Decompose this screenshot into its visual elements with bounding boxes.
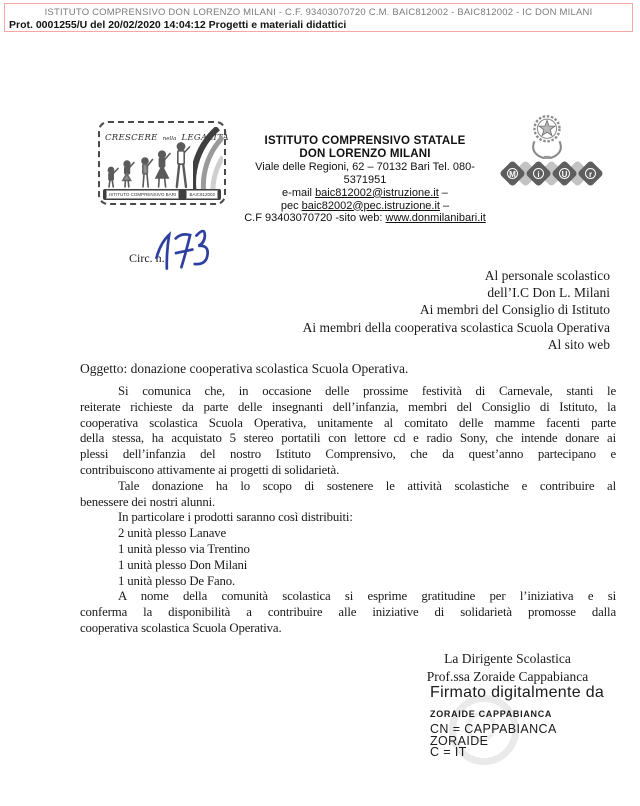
protocol-stamp bbox=[4, 3, 633, 32]
recipient-line: dell’I.C Don L. Milani bbox=[487, 285, 610, 301]
digital-signature-name: ZORAIDE CAPPABIANCA bbox=[430, 709, 553, 719]
logo-code-band bbox=[103, 189, 221, 200]
body-line: reiterate richieste da parte delle insegnanti dell’infanzia, membri del Consiglio di Istituto, la bbox=[80, 399, 616, 414]
circular-number-label: Circ. n. bbox=[129, 251, 165, 265]
school-pec-line: pec baic82002@pec.istruzione.it – bbox=[280, 199, 450, 212]
distribution-list-item: 2 unità plesso Lanave bbox=[118, 526, 227, 541]
school-name-line1: ISTITUTO COMPRENSIVO STATALE bbox=[264, 135, 466, 147]
distribution-list-item: 1 unità plesso Don Milani bbox=[118, 557, 248, 572]
logo-school-code: BAIC812002 bbox=[186, 190, 218, 199]
body-line: In particolare i prodotti saranno così distribuiti: bbox=[118, 510, 353, 525]
school-cf-line: C.F 93403070720 -sito web: www.donmilanibari.it bbox=[244, 212, 486, 225]
school-address-line1: Viale delle Regioni, 62 – 70132 Bari Tel. 080- bbox=[255, 160, 475, 173]
italian-republic-emblem-icon bbox=[524, 111, 570, 159]
school-name-line2: DON LORENZO MILANI bbox=[299, 147, 431, 160]
signer-role: La Dirigente Scolastica bbox=[444, 651, 571, 666]
digital-signature-country: C = IT bbox=[430, 745, 467, 759]
recipient-line: Al sito web bbox=[547, 336, 610, 352]
body-line: della stessa, ha acquistato 5 stereo portatili con lettore cd e radio Sony, che intende donare ai bbox=[80, 431, 616, 446]
miur-logo bbox=[503, 164, 594, 183]
body-line: Tale donazione ha lo scopo di sostenere le attività scolastiche e contribuire al bbox=[118, 478, 616, 493]
recipient-line: Ai membri della cooperativa scolastica Scuola Operativa bbox=[302, 319, 610, 335]
distribution-list-item: 1 unità plesso De Fano. bbox=[118, 573, 236, 588]
digital-signature-cn1: CN = CAPPABIANCA bbox=[430, 722, 557, 736]
signature-block bbox=[400, 650, 615, 685]
subject-line: Oggetto: donazione cooperativa scolastica Scuola Operativa. bbox=[80, 361, 409, 376]
body-line: cooperativa scolastica Scuola Operativa. bbox=[80, 620, 282, 635]
digital-signature-block bbox=[430, 684, 604, 759]
letter-body bbox=[80, 384, 616, 637]
miur-letter-r: r bbox=[577, 160, 604, 187]
school-phone: 5371951 bbox=[343, 173, 387, 186]
body-line: benessere dei nostri alunni. bbox=[80, 494, 216, 509]
body-line: cooperativa scolastica Scuola Operativa, unitamente al comitato delle mamme facenti parte bbox=[80, 415, 616, 430]
stamp-school-id: ISTITUTO COMPRENSIVO DON LORENZO MILANI - C.F. 93403070720 C.M. BAIC812002 - BAIC812002 - IC DON MILANI bbox=[44, 7, 593, 18]
school-email-line: e-mail baic812002@istruzione.it – bbox=[282, 186, 448, 199]
miur-letter-m: M bbox=[499, 160, 526, 187]
digital-signature-title: Firmato digitalmente da bbox=[430, 684, 605, 701]
body-line: conferma la disponibilità a contribuire alle iniziative di solidarietà promosse dalla bbox=[80, 605, 616, 620]
miur-letter-i: i bbox=[525, 160, 552, 187]
pec-link[interactable]: baic82002@pec.istruzione.it bbox=[301, 199, 440, 212]
email-link[interactable]: baic812002@istruzione.it bbox=[315, 186, 439, 199]
body-line: plessi dell’infanzia del nostro Istituto Comprensivo, che da quest’anno partecipano e bbox=[80, 447, 616, 462]
body-line: A nome della comunità scolastica si esprime gratitudine per l’iniziativa e si bbox=[118, 589, 616, 604]
school-letterhead bbox=[240, 135, 490, 225]
handwritten-circular-number bbox=[146, 221, 226, 275]
distribution-list-item: 1 unità plesso via Trentino bbox=[118, 541, 250, 556]
logo-motto: CRESCERE nella LEGALITÀ bbox=[105, 133, 229, 143]
body-line: Si comunica che, in occasione delle prossime festività di Carnevale, stanti le bbox=[118, 384, 616, 398]
school-logo bbox=[98, 121, 229, 205]
logo-school-name: ISTITUTO COMPRENSIVO BARI bbox=[106, 190, 179, 199]
miur-letter-u: U bbox=[551, 160, 578, 187]
recipient-line: Al personale scolastico bbox=[484, 268, 610, 283]
stamp-protocol-number: Prot. 0001255/U del 20/02/2020 14:04:12 Progetti e materiali didattici bbox=[9, 19, 347, 31]
digital-signature-cn2: ZORAIDE bbox=[430, 733, 489, 748]
recipients-block bbox=[303, 267, 610, 353]
recipient-line: Ai membri del Consiglio di Istituto bbox=[419, 302, 610, 318]
logo-arcs-decoration bbox=[193, 127, 223, 195]
signer-name: Prof.ssa Zoraide Cappabianca bbox=[426, 668, 589, 684]
walking-people-illustration bbox=[102, 133, 194, 191]
body-line: contribuiscono attivamente ai progetti di solidarietà. bbox=[80, 462, 340, 477]
website-link[interactable]: www.donmilanibari.it bbox=[385, 212, 486, 225]
